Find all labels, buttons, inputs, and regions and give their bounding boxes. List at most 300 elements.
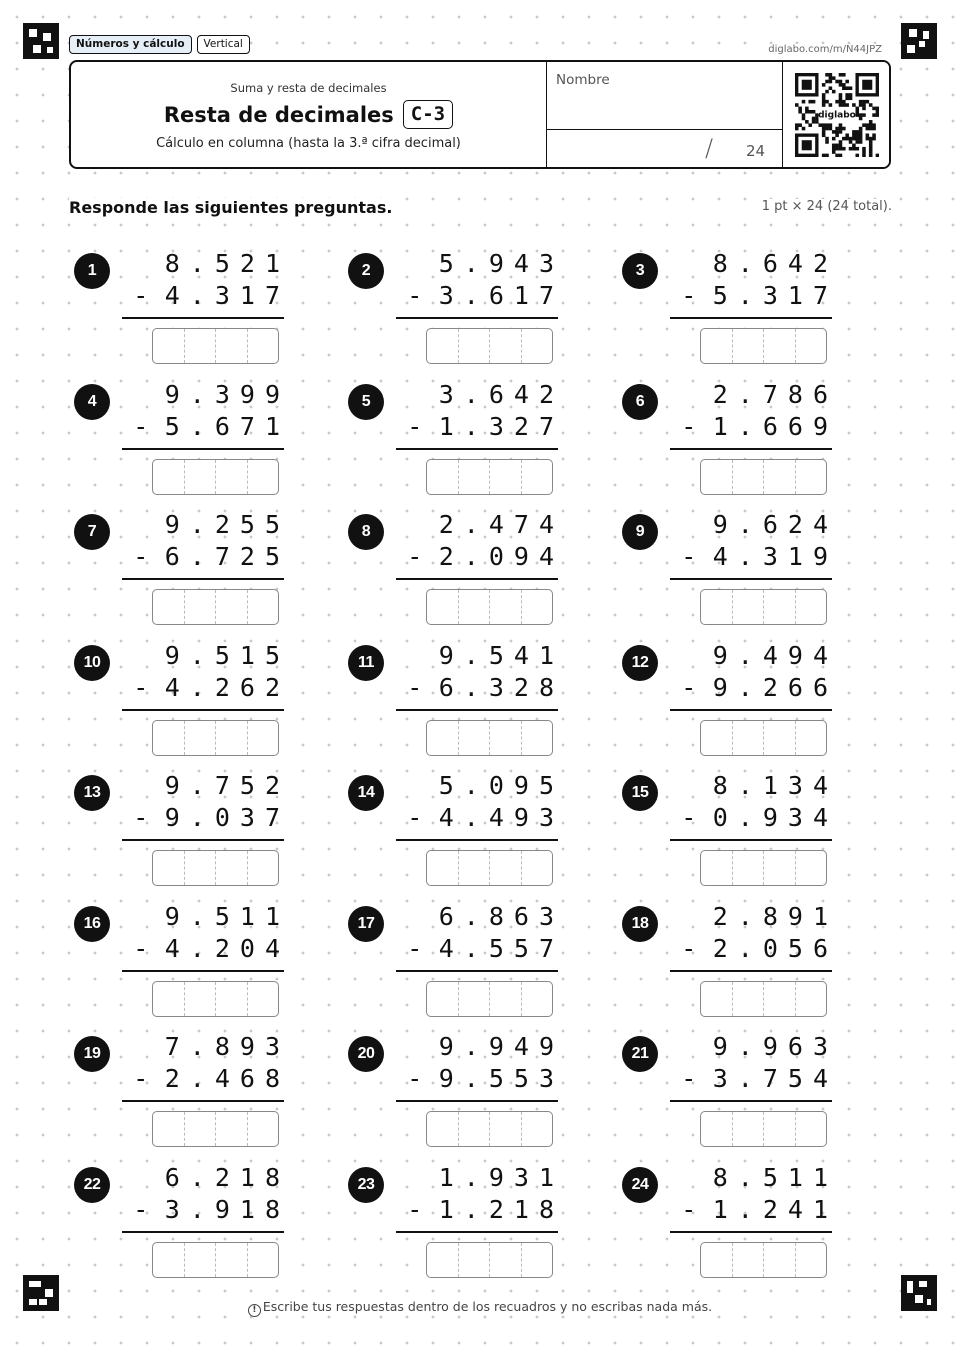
answer-guide-line xyxy=(732,1243,733,1277)
sum-line xyxy=(122,448,284,450)
answer-guide-line xyxy=(732,851,733,885)
answer-box[interactable] xyxy=(152,589,279,625)
subtrahend-value: 4.557 xyxy=(438,933,564,963)
problem-9 xyxy=(622,509,838,631)
minuend xyxy=(164,770,290,802)
problem-number-badge: 14 xyxy=(348,775,384,811)
minuend-value: 7.893 xyxy=(164,1032,290,1061)
problem-number-badge: 8 xyxy=(348,514,384,550)
minuend-value: 9.255 xyxy=(164,510,290,539)
subtrahend xyxy=(681,1194,838,1226)
subtrahend xyxy=(681,802,838,834)
answer-guide-line xyxy=(795,590,796,624)
problem-number-badge: 19 xyxy=(74,1036,110,1072)
category-tags xyxy=(69,35,250,54)
answer-guide-line xyxy=(184,590,185,624)
problem-number-badge: 20 xyxy=(348,1036,384,1072)
minuend xyxy=(438,379,564,411)
subtrahend xyxy=(681,541,838,573)
subtrahend-value: 1.241 xyxy=(712,1194,838,1224)
answer-guide-line xyxy=(458,1243,459,1277)
answer-guide-line xyxy=(184,329,185,363)
minus-sign: - xyxy=(407,542,423,571)
answer-guide-line xyxy=(795,1243,796,1277)
minuend-value: 8.134 xyxy=(712,771,838,800)
subtrahend-value: 3.754 xyxy=(712,1064,838,1093)
problem-number-badge: 5 xyxy=(348,384,384,420)
minuend-value: 2.474 xyxy=(438,510,564,539)
answer-guide-line xyxy=(521,590,522,624)
answer-guide-line xyxy=(489,460,490,494)
subtrahend-value: 2.468 xyxy=(164,1064,290,1093)
qr-label: diglabo xyxy=(818,110,856,121)
subtrahend xyxy=(133,280,290,312)
qr-code-icon xyxy=(795,73,879,157)
answer-guide-line xyxy=(521,460,522,494)
minus-sign: - xyxy=(681,411,697,441)
problem-number-badge: 3 xyxy=(622,253,658,289)
subtrahend xyxy=(407,672,564,704)
answer-guide-line xyxy=(795,721,796,755)
subtrahend xyxy=(407,933,564,965)
minuend-value: 9.399 xyxy=(164,379,290,409)
minus-sign: - xyxy=(407,1194,423,1224)
answer-box[interactable] xyxy=(426,981,553,1017)
answer-guide-line xyxy=(521,329,522,363)
answer-box[interactable] xyxy=(152,720,279,756)
answer-guide-line xyxy=(458,329,459,363)
subtrahend-value: 5.317 xyxy=(712,281,838,310)
answer-guide-line xyxy=(247,982,248,1016)
answer-guide-line xyxy=(763,1243,764,1277)
sum-line xyxy=(122,578,284,580)
answer-box[interactable] xyxy=(426,328,553,364)
problem-3 xyxy=(622,248,838,370)
subtrahend xyxy=(407,541,564,573)
sum-line xyxy=(122,317,284,319)
answer-guide-line xyxy=(763,982,764,1016)
answer-box[interactable] xyxy=(700,850,827,886)
minus-sign: - xyxy=(407,411,423,441)
subtrahend xyxy=(133,1194,290,1226)
instruction-text: Responde las siguientes preguntas. xyxy=(69,198,393,217)
sum-line xyxy=(122,1231,284,1233)
problem-18 xyxy=(622,901,838,1023)
footer-note xyxy=(0,1299,960,1317)
problem-number-badge: 11 xyxy=(348,645,384,681)
problem-1 xyxy=(74,248,290,370)
subtrahend-value: 6.328 xyxy=(438,672,564,702)
problem-15 xyxy=(622,770,838,892)
answer-guide-line xyxy=(458,590,459,624)
problem-number-badge: 17 xyxy=(348,906,384,942)
problem-21 xyxy=(622,1031,838,1153)
answer-guide-line xyxy=(458,982,459,1016)
problem-22 xyxy=(74,1162,290,1284)
sum-line xyxy=(396,578,558,580)
minuend-value: 9.541 xyxy=(438,640,564,670)
answer-guide-line xyxy=(795,329,796,363)
subtrahend-value: 4.204 xyxy=(164,933,290,963)
answer-box[interactable] xyxy=(700,328,827,364)
minuend xyxy=(164,509,290,541)
answer-box[interactable] xyxy=(152,981,279,1017)
answer-guide-line xyxy=(763,721,764,755)
subtrahend-value: 9.266 xyxy=(712,672,838,702)
minuend-value: 1.931 xyxy=(438,1162,564,1192)
problem-11 xyxy=(348,640,564,762)
problem-10 xyxy=(74,640,290,762)
answer-box[interactable] xyxy=(700,720,827,756)
sum-line xyxy=(396,839,558,841)
site-url[interactable]: diglabo.com/m/N44JPZ xyxy=(768,44,882,55)
sum-line xyxy=(396,448,558,450)
minus-sign: - xyxy=(133,1064,149,1093)
subtrahend-value: 4.493 xyxy=(438,803,564,832)
minus-sign: - xyxy=(133,542,149,571)
sum-line xyxy=(122,1100,284,1102)
answer-box[interactable] xyxy=(152,1111,279,1147)
answer-guide-line xyxy=(521,982,522,1016)
answer-guide-line xyxy=(489,329,490,363)
minuend-value: 8.511 xyxy=(712,1162,838,1192)
subtrahend-value: 2.056 xyxy=(712,933,838,963)
subtrahend-value: 1.218 xyxy=(438,1194,564,1224)
minuend-value: 9.494 xyxy=(712,640,838,670)
subtrahend xyxy=(407,411,564,443)
problem-24 xyxy=(622,1162,838,1284)
minuend-value: 9.949 xyxy=(438,1032,564,1061)
problem-2 xyxy=(348,248,564,370)
sum-line xyxy=(396,1231,558,1233)
answer-guide-line xyxy=(458,460,459,494)
minuend xyxy=(438,1031,564,1063)
answer-guide-line xyxy=(732,721,733,755)
sum-line xyxy=(396,709,558,711)
answer-guide-line xyxy=(521,1112,522,1146)
subtrahend-value: 3.617 xyxy=(438,281,564,310)
answer-box[interactable] xyxy=(152,328,279,364)
problem-number-badge: 18 xyxy=(622,906,658,942)
answer-box[interactable] xyxy=(700,981,827,1017)
answer-guide-line xyxy=(247,460,248,494)
minus-sign: - xyxy=(133,803,149,832)
minuend-value: 2.891 xyxy=(712,901,838,931)
subtrahend xyxy=(681,411,838,443)
minus-sign: - xyxy=(681,933,697,963)
problem-14 xyxy=(348,770,564,892)
problem-20 xyxy=(348,1031,564,1153)
score-slash: / xyxy=(705,134,714,162)
minuend xyxy=(712,248,838,280)
minus-sign: - xyxy=(133,672,149,702)
answer-guide-line xyxy=(763,460,764,494)
subtrahend-value: 1.669 xyxy=(712,411,838,441)
subtrahend xyxy=(133,933,290,965)
minuend xyxy=(712,770,838,802)
answer-guide-line xyxy=(489,851,490,885)
answer-guide-line xyxy=(489,982,490,1016)
subtrahend xyxy=(407,280,564,312)
answer-guide-line xyxy=(458,1112,459,1146)
answer-guide-line xyxy=(795,1112,796,1146)
problem-23 xyxy=(348,1162,564,1284)
problem-number-badge: 2 xyxy=(348,253,384,289)
sum-line xyxy=(670,839,832,841)
minus-sign: - xyxy=(407,281,423,310)
minuend xyxy=(712,1031,838,1063)
answer-guide-line xyxy=(489,721,490,755)
problem-8 xyxy=(348,509,564,631)
title-line xyxy=(71,100,546,129)
answer-guide-line xyxy=(247,721,248,755)
answer-guide-line xyxy=(184,721,185,755)
worksheet-description: Cálculo en columna (hasta la 3.ª cifra decimal) xyxy=(156,136,461,151)
subtrahend xyxy=(133,1063,290,1095)
answer-guide-line xyxy=(489,1112,490,1146)
minus-sign: - xyxy=(407,1064,423,1093)
problem-number-badge: 23 xyxy=(348,1167,384,1203)
minuend xyxy=(712,640,838,672)
answer-box[interactable] xyxy=(426,589,553,625)
answer-guide-line xyxy=(763,851,764,885)
subtrahend xyxy=(133,541,290,573)
corner-marker-top-right xyxy=(901,23,937,59)
answer-guide-line xyxy=(458,851,459,885)
answer-guide-line xyxy=(763,329,764,363)
problem-number-badge: 9 xyxy=(622,514,658,550)
minuend xyxy=(712,379,838,411)
answer-guide-line xyxy=(521,721,522,755)
answer-guide-line xyxy=(215,721,216,755)
minuend-value: 3.642 xyxy=(438,379,564,409)
minuend-value: 5.943 xyxy=(438,249,564,278)
minuend-value: 2.786 xyxy=(712,379,838,409)
sum-line xyxy=(670,317,832,319)
answer-box[interactable] xyxy=(700,1111,827,1147)
minuend xyxy=(712,1162,838,1194)
problem-number-badge: 10 xyxy=(74,645,110,681)
answer-guide-line xyxy=(247,851,248,885)
worksheet-header xyxy=(69,60,891,169)
answer-box[interactable] xyxy=(700,459,827,495)
problem-13 xyxy=(74,770,290,892)
minuend-value: 8.642 xyxy=(712,249,838,278)
subtrahend-value: 4.317 xyxy=(164,281,290,310)
corner-marker-top-left xyxy=(23,23,59,59)
problem-7 xyxy=(74,509,290,631)
answer-box[interactable] xyxy=(152,459,279,495)
sum-line xyxy=(396,1100,558,1102)
answer-guide-line xyxy=(247,590,248,624)
minus-sign: - xyxy=(133,933,149,963)
answer-guide-line xyxy=(247,329,248,363)
minus-sign: - xyxy=(681,281,697,310)
subtrahend-value: 4.319 xyxy=(712,542,838,571)
minuend xyxy=(438,1162,564,1194)
subtrahend-value: 1.327 xyxy=(438,411,564,441)
minuend-value: 6.863 xyxy=(438,901,564,931)
minuend-value: 9.624 xyxy=(712,510,838,539)
name-score-area xyxy=(546,62,782,167)
minus-sign: - xyxy=(133,1194,149,1224)
problem-16 xyxy=(74,901,290,1023)
minuend xyxy=(438,770,564,802)
subtrahend xyxy=(407,802,564,834)
minuend xyxy=(164,248,290,280)
minuend-value: 9.752 xyxy=(164,771,290,800)
sum-line xyxy=(670,1100,832,1102)
problem-number-badge: 21 xyxy=(622,1036,658,1072)
problem-number-badge: 1 xyxy=(74,253,110,289)
answer-guide-line xyxy=(763,1112,764,1146)
answer-guide-line xyxy=(795,851,796,885)
minuend xyxy=(164,1162,290,1194)
subtrahend-value: 6.725 xyxy=(164,542,290,571)
sum-line xyxy=(396,970,558,972)
problem-17 xyxy=(348,901,564,1023)
minus-sign: - xyxy=(681,1194,697,1224)
info-icon: ! xyxy=(248,1304,261,1317)
answer-guide-line xyxy=(732,590,733,624)
sum-line xyxy=(396,317,558,319)
problem-6 xyxy=(622,379,838,501)
answer-box[interactable] xyxy=(152,1242,279,1278)
sum-line xyxy=(670,970,832,972)
problem-number-badge: 13 xyxy=(74,775,110,811)
answer-box[interactable] xyxy=(426,459,553,495)
answer-box[interactable] xyxy=(426,850,553,886)
minus-sign: - xyxy=(681,542,697,571)
name-divider xyxy=(547,129,782,130)
sum-line xyxy=(122,709,284,711)
answer-guide-line xyxy=(215,982,216,1016)
minuend xyxy=(438,640,564,672)
minuend xyxy=(164,901,290,933)
problem-12 xyxy=(622,640,838,762)
subtrahend-value: 2.094 xyxy=(438,542,564,571)
answer-box[interactable] xyxy=(700,1242,827,1278)
subtrahend-value: 4.262 xyxy=(164,672,290,702)
answer-guide-line xyxy=(732,1112,733,1146)
problem-number-badge: 7 xyxy=(74,514,110,550)
sum-line xyxy=(670,709,832,711)
subtrahend xyxy=(681,672,838,704)
answer-guide-line xyxy=(795,460,796,494)
answer-guide-line xyxy=(732,460,733,494)
minuend xyxy=(164,379,290,411)
minuend-value: 5.095 xyxy=(438,771,564,800)
qr-code[interactable] xyxy=(782,62,889,167)
minus-sign: - xyxy=(133,411,149,441)
answer-guide-line xyxy=(458,721,459,755)
answer-guide-line xyxy=(184,1112,185,1146)
minus-sign: - xyxy=(681,803,697,832)
answer-box[interactable] xyxy=(426,1242,553,1278)
minus-sign: - xyxy=(407,933,423,963)
minus-sign: - xyxy=(681,672,697,702)
subtrahend xyxy=(681,1063,838,1095)
sum-line xyxy=(670,578,832,580)
worksheet-code-badge: C-3 xyxy=(403,100,453,129)
minus-sign: - xyxy=(407,803,423,832)
minuend xyxy=(712,901,838,933)
problem-number-badge: 16 xyxy=(74,906,110,942)
footer-text: Escribe tus respuestas dentro de los recuadros y no escribas nada más. xyxy=(262,1299,713,1314)
minuend-value: 6.218 xyxy=(164,1162,290,1192)
answer-guide-line xyxy=(489,1243,490,1277)
sum-line xyxy=(670,1231,832,1233)
subtrahend-value: 0.934 xyxy=(712,803,838,832)
tag-category: Números y cálculo xyxy=(69,35,192,54)
points-info: 1 pt × 24 (24 total). xyxy=(761,199,892,214)
minuend-value: 9.963 xyxy=(712,1032,838,1061)
subtrahend xyxy=(133,802,290,834)
subtrahend-value: 9.037 xyxy=(164,803,290,832)
problem-number-badge: 6 xyxy=(622,384,658,420)
answer-guide-line xyxy=(215,460,216,494)
answer-box[interactable] xyxy=(152,850,279,886)
subtrahend xyxy=(407,1063,564,1095)
answer-guide-line xyxy=(732,982,733,1016)
problem-number-badge: 15 xyxy=(622,775,658,811)
answer-guide-line xyxy=(521,1243,522,1277)
answer-box[interactable] xyxy=(700,589,827,625)
answer-box[interactable] xyxy=(426,720,553,756)
problem-4 xyxy=(74,379,290,501)
answer-box[interactable] xyxy=(426,1111,553,1147)
problem-number-badge: 12 xyxy=(622,645,658,681)
answer-guide-line xyxy=(184,460,185,494)
problem-19 xyxy=(74,1031,290,1153)
answer-guide-line xyxy=(215,329,216,363)
answer-guide-line xyxy=(215,1243,216,1277)
sum-line xyxy=(122,839,284,841)
minuend xyxy=(438,509,564,541)
answer-guide-line xyxy=(215,1112,216,1146)
minuend xyxy=(712,509,838,541)
minus-sign: - xyxy=(133,281,149,310)
answer-guide-line xyxy=(521,851,522,885)
subtrahend-value: 5.671 xyxy=(164,411,290,441)
score-total: 24 xyxy=(746,142,766,160)
answer-guide-line xyxy=(184,851,185,885)
subtrahend xyxy=(133,672,290,704)
subtrahend-value: 3.918 xyxy=(164,1194,290,1224)
minuend-value: 9.511 xyxy=(164,901,290,931)
minus-sign: - xyxy=(407,672,423,702)
tag-format: Vertical xyxy=(197,35,250,54)
subtrahend-value: 9.553 xyxy=(438,1064,564,1093)
minuend xyxy=(164,1031,290,1063)
answer-guide-line xyxy=(489,590,490,624)
sum-line xyxy=(122,970,284,972)
sum-line xyxy=(670,448,832,450)
minuend-value: 9.515 xyxy=(164,640,290,670)
answer-guide-line xyxy=(215,851,216,885)
subtrahend xyxy=(407,1194,564,1226)
answer-guide-line xyxy=(247,1243,248,1277)
minuend-value: 8.521 xyxy=(164,249,290,278)
minus-sign: - xyxy=(681,1064,697,1093)
answer-guide-line xyxy=(732,329,733,363)
minuend xyxy=(164,640,290,672)
answer-guide-line xyxy=(184,1243,185,1277)
problem-5 xyxy=(348,379,564,501)
answer-guide-line xyxy=(763,590,764,624)
answer-guide-line xyxy=(184,982,185,1016)
minuend xyxy=(438,248,564,280)
